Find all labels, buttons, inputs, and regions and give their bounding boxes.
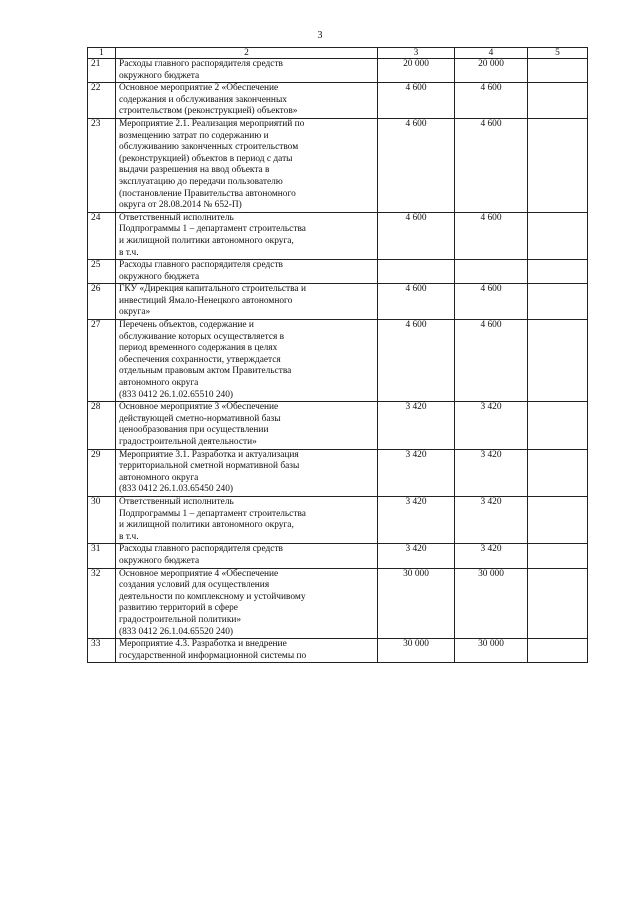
row-value-col5 xyxy=(528,568,588,639)
row-number: 32 xyxy=(88,568,116,639)
row-number: 31 xyxy=(88,544,116,568)
table-header-row xyxy=(88,48,588,59)
row-description: Мероприятие 2.1. Реализация мероприятий по возмещению затрат по содержанию и обслуживанию законченных строительством (реконструкцией) объектов в период с даты выдачи разрешения на ввод объекта в эксплуатацию до передачи пользователю (постановление Правительства автономного округа от 28.08.2014 № 652-П) xyxy=(116,118,378,212)
table-row xyxy=(88,639,588,663)
row-value-col4: 20 000 xyxy=(455,59,528,83)
row-value-col5 xyxy=(528,402,588,449)
table-row xyxy=(88,83,588,119)
row-value-col3: 3 420 xyxy=(378,496,455,543)
row-value-col4 xyxy=(455,260,528,284)
row-value-col3: 4 600 xyxy=(378,320,455,402)
row-number: 23 xyxy=(88,118,116,212)
budget-table xyxy=(87,47,588,663)
row-description: Расходы главного распорядителя средств окружного бюджета xyxy=(116,260,378,284)
row-value-col4: 30 000 xyxy=(455,639,528,663)
row-value-col3: 30 000 xyxy=(378,568,455,639)
row-description: Основное мероприятие 4 «Обеспечение создания условий для осуществления деятельности по комплексному и устойчивому развитию территорий в сфере градостроительной политики» (833 0412 26.1.04.65520 240) xyxy=(116,568,378,639)
row-value-col3: 4 600 xyxy=(378,212,455,259)
row-description: Ответственный исполнитель Подпрограммы 1 – департамент строительства и жилищной политики автономного округа, в т.ч. xyxy=(116,212,378,259)
row-value-col3: 30 000 xyxy=(378,639,455,663)
row-value-col3 xyxy=(378,260,455,284)
row-value-col3: 4 600 xyxy=(378,83,455,119)
row-number: 29 xyxy=(88,449,116,496)
table-row xyxy=(88,284,588,320)
column-header: 3 xyxy=(378,48,455,59)
row-value-col5 xyxy=(528,449,588,496)
table-row xyxy=(88,320,588,402)
row-description: Расходы главного распорядителя средств окружного бюджета xyxy=(116,59,378,83)
row-description: Основное мероприятие 2 «Обеспечение содержания и обслуживания законченных строительством (реконструкцией) объектов» xyxy=(116,83,378,119)
table-row xyxy=(88,59,588,83)
row-description: Перечень объектов, содержание и обслуживание которых осуществляется в период временного содержания в целях обеспечения сохранности, утверждается отдельным правовым актом Правительства автономного округа (833 0412 26.1.02.65510 240) xyxy=(116,320,378,402)
row-value-col5 xyxy=(528,83,588,119)
row-value-col4: 3 420 xyxy=(455,544,528,568)
row-value-col5 xyxy=(528,496,588,543)
row-value-col3: 4 600 xyxy=(378,118,455,212)
row-number: 25 xyxy=(88,260,116,284)
row-number: 30 xyxy=(88,496,116,543)
row-value-col3: 3 420 xyxy=(378,449,455,496)
row-value-col3: 3 420 xyxy=(378,402,455,449)
column-header: 4 xyxy=(455,48,528,59)
row-value-col4: 3 420 xyxy=(455,496,528,543)
row-number: 24 xyxy=(88,212,116,259)
row-value-col4: 4 600 xyxy=(455,284,528,320)
row-value-col5 xyxy=(528,118,588,212)
row-description: ГКУ «Дирекция капитального строительства и инвестиций Ямало-Ненецкого автономного округа» xyxy=(116,284,378,320)
row-value-col5 xyxy=(528,59,588,83)
row-value-col4: 4 600 xyxy=(455,83,528,119)
row-description: Основное мероприятие 3 «Обеспечение действующей сметно-нормативной базы ценообразования при осуществлении градостроительной деятельности» xyxy=(116,402,378,449)
table-row xyxy=(88,402,588,449)
column-header: 1 xyxy=(88,48,116,59)
row-value-col5 xyxy=(528,639,588,663)
row-number: 28 xyxy=(88,402,116,449)
row-value-col3: 20 000 xyxy=(378,59,455,83)
table-row xyxy=(88,260,588,284)
row-value-col4: 30 000 xyxy=(455,568,528,639)
column-header: 5 xyxy=(528,48,588,59)
table-row xyxy=(88,449,588,496)
row-value-col4: 4 600 xyxy=(455,118,528,212)
row-value-col5 xyxy=(528,212,588,259)
row-number: 26 xyxy=(88,284,116,320)
table-row xyxy=(88,568,588,639)
table-row xyxy=(88,544,588,568)
row-description: Расходы главного распорядителя средств окружного бюджета xyxy=(116,544,378,568)
table-row xyxy=(88,212,588,259)
row-value-col4: 3 420 xyxy=(455,449,528,496)
row-value-col3: 3 420 xyxy=(378,544,455,568)
row-value-col4: 4 600 xyxy=(455,212,528,259)
page-number: 3 xyxy=(317,30,323,41)
row-number: 33 xyxy=(88,639,116,663)
row-value-col4: 4 600 xyxy=(455,320,528,402)
table-row xyxy=(88,496,588,543)
row-description: Мероприятие 4.3. Разработка и внедрение государственной информационной системы по xyxy=(116,639,378,663)
row-value-col4: 3 420 xyxy=(455,402,528,449)
table-row xyxy=(88,118,588,212)
row-value-col5 xyxy=(528,284,588,320)
column-header: 2 xyxy=(116,48,378,59)
row-number: 22 xyxy=(88,83,116,119)
row-value-col5 xyxy=(528,544,588,568)
row-value-col3: 4 600 xyxy=(378,284,455,320)
row-value-col5 xyxy=(528,260,588,284)
row-number: 21 xyxy=(88,59,116,83)
row-value-col5 xyxy=(528,320,588,402)
row-description: Мероприятие 3.1. Разработка и актуализация территориальной сметной нормативной базы автономного округа (833 0412 26.1.03.65450 240) xyxy=(116,449,378,496)
row-description: Ответственный исполнитель Подпрограммы 1 – департамент строительства и жилищной политики автономного округа, в т.ч. xyxy=(116,496,378,543)
row-number: 27 xyxy=(88,320,116,402)
